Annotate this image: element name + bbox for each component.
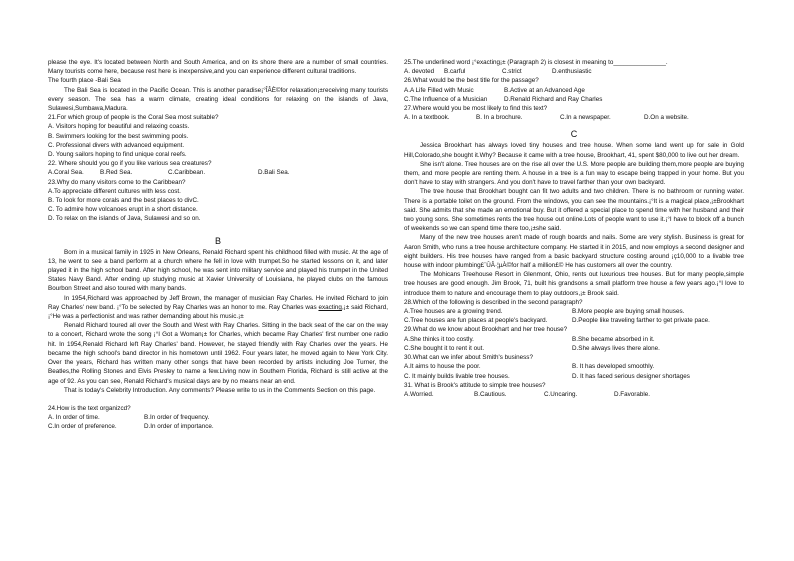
section-b-heading: B [214,235,221,246]
q24-options-row-1 [48,413,388,422]
c-paragraph-1: Jessica Brookhart has always loved tiny houses and tree house. When some land went up for sale in Gold Hill,Colorado,she bought it.Why? Because it came with a tree house, Brookhart, 41, spent $80,000 to live out her dream. [404,142,744,159]
q29-option-a[interactable]: A.She thinks it too costly. [404,335,474,343]
q26-option-b[interactable]: B.Active at an Advanced Age [504,86,585,94]
q25-option-b[interactable]: B.carful [444,68,466,76]
q21-question: 21.For which group of people is the Coral Sea most suitable? [48,114,219,122]
q29-option-c[interactable]: C.She bought it to rent it out. [404,344,485,352]
q23-option-c[interactable]: C. To admire how volcanoes erupt in a short distance. [48,206,198,214]
q25-option-a[interactable]: A. devoted [404,68,435,76]
q31-option-b[interactable]: B.Cautious. [474,390,507,398]
exacting-underlined-word: exacting [318,303,342,311]
q21-option-c[interactable]: C. Professional divers with advanced equipment. [48,141,185,149]
q22-option-a[interactable]: A.Coral Sea. [48,169,84,177]
q24-option-b[interactable]: B.In order of frequency. [144,414,210,422]
q29-question: 29.What do we know about Brookhart and her tree house? [404,326,568,334]
q23-option-b[interactable]: B. To look for more corals and the best places to divC. [48,197,199,205]
q31-options [404,390,744,399]
section-c-heading: C [570,129,578,140]
q27-option-b[interactable]: B. In a brochure. [476,114,523,122]
q24-question: 24.How is the text organizcd? [48,404,131,412]
q22-question: 22. Where should you go if you like various sea creatures? [48,160,212,168]
b-paragraph-3: Renald Richard toured all over the South and West with Ray Charles. Sitting in the back seat of the car on the way to a concert, Richard wrote the song ¡°I Got a Woman¡± for Charles, which became Ray Charles' first number one radio hit. In 1954,Renald Richard left Ray Charles' band. However, he stayed friendly with Ray Charles over the years. He became the high school's band director in his hometown until 1962. Four years later, he moved again to New York City. Over the years, Richard has written many other songs that have been recorded by artists including Joe Turner, the Beatles,the Rolling Stones and Elvis Presley to name a few.Living now in Southern Florida, Richard is still active at the age of 92. As you can see, Renald Richard's musical days are by no means near an end. [48,322,388,385]
q24-option-d[interactable]: D.In order of importance. [144,423,214,431]
q29-options-row-2 [404,344,744,353]
q25-option-d[interactable]: D.enthusiastic [552,68,592,76]
q29-options-row-1 [404,335,744,344]
q29-option-d[interactable]: D.She always lives there alone. [572,344,660,352]
q30-option-c[interactable]: C. It mainly builds livable tree houses. [404,372,510,380]
q28-question: 28.Which of the following is described in the second paragraph? [404,298,583,306]
q26-question: 26.What would be the best title for the passage? [404,77,539,85]
q27-option-a[interactable]: A. In a textbook. [404,114,450,122]
q21-option-b[interactable]: B. Swimmers looking for the best swimming pools. [48,132,189,140]
c-paragraph-4: Many of the new tree houses aren't made of rough boards and nails. Some are very stylish. Business is great for Aaron Smith, who runs a tree house architecture company. He started it in 2015, and now employs a second designer and eight builders. His tree houses have ranged from a basic backyard structure costing around ¡ç10,000 to a livable tree house with indoor plumbing£¨ÛÂ·¦µÀ©for half a million£© He has customers all over the country. [404,234,744,270]
q26-options-row-1 [404,86,744,95]
q21-option-d[interactable]: D. Young sailors hoping to find unique coral reefs. [48,151,187,159]
q23-option-a[interactable]: A.To appreciate different cultures with less cost. [48,187,181,195]
c-paragraph-2: She isn't alone. Tree houses are on the rise all over the U.S. More people are building them,more people are buying them, and more people are renting them. A house in a tree is a fun way to escape being trapped in your home. But you don't have to stay with strangers. And you don't have to travel farther than your own backyard. [404,160,744,187]
q26-option-a[interactable]: A.A Life Filled with Music [404,86,474,94]
intro-paragraph: please the eye. It's located between North and South America, and on its shore there are a number of small countries. Many tourists come here, because rest here is inexpensive,and you can experience different cultural traditions. [48,59,388,76]
q28-option-a[interactable]: A.Tree houses are a growing trend. [404,308,503,316]
q21-option-a[interactable]: A. Visitors hoping for beautiful and relaxing coasts. [48,123,190,131]
right-column [404,58,744,399]
q25-option-c[interactable]: C.strict [502,68,522,76]
q31-option-c[interactable]: C.Uncaring. [544,390,578,398]
q25-question: 25.The underlined word ¡°exacting¡± (Paragraph 2) is closest in meaning to_______________. [404,59,668,66]
q28-option-b[interactable]: B.More people are buying small houses. [572,308,685,316]
q26-options-row-2 [404,95,744,104]
fourth-place-heading: The fourth place -Bali Sea [48,77,121,85]
b-paragraph-2 [48,294,388,322]
q30-options-row-1 [404,362,744,371]
q22-options [48,168,388,177]
q25-options [404,67,744,76]
bali-paragraph: The Bali Sea is located in the Pacific Ocean. This is another paradise¡°ÎÂÈ©for relaxation¡±receiving many tourists every season. The sea has a warm climate, creating ideal conditions for relaxing on the islands of Java, Sulawesi,Sumbawa,Madura. [48,86,388,113]
q26-option-c[interactable]: C.The Influence of a Musician [404,95,488,103]
q27-options [404,113,744,122]
c-paragraph-3: The tree house that Brookhart bought can fit two adults and two children. There is no bathroom or running water. There is a portable toilet on the ground. From the windows, you can see the mountains.¡°It is a magical place,¡±Brookhart said. She admits that she made an emotional buy. But it offered a special place to spend time with her husband and their two young sons. She sometimes rents the tree house out online.Lots of people want to use it.¡°I have to block off a bunch of weekends so we can spend time there too,¡±she said. [404,188,744,233]
left-column [48,58,388,432]
q27-question: 27.Where would you be most likely to find this text? [404,105,548,113]
b-paragraph-2-part-a: In 1954,Richard was approached by Jeff Brown, the manager of musician Ray Charles. He invited Richard to join Ray Charles' new band. ¡°To be selected by Ray Charles was an honor to me. Ray Charles was [48,294,388,311]
q22-option-d[interactable]: D.Bali Sea. [258,169,290,177]
q22-option-b[interactable]: B.Red Sea. [100,169,133,177]
b-paragraph-1: Born in a musical family in 1925 in New Orleans, Renald Richard spent his childhood filled with music. At the age of 13, he went to see a band perform at a church where he fell in love with trumpet.So he started lessons on it, and later played it in the high school band. After high school, he was sent into military service and played his trumpet in the United States Navy Band. After ending up studying music at Xavier University of Louisiana, he played clubs on the famous Bourbon Street and also toured with many bands. [48,248,388,293]
q30-question: 30.What can we infer about Smith's business? [404,354,533,362]
q22-option-c[interactable]: C.Caribbean. [168,169,206,177]
q26-option-d[interactable]: D.Renald Richard and Ray Charles [504,95,603,103]
b-paragraph-2-part-b: ,¡± said Richard, ¡°He was a perfectionist and was rather demanding about his music.¡± [48,303,388,321]
q31-option-a[interactable]: A.Worried. [404,390,434,398]
q28-option-d[interactable]: D.People like traveling farther to get private pace. [572,317,710,325]
q30-options-row-2 [404,372,744,381]
q30-option-d[interactable]: D. It has faced serious designer shortages [572,372,690,380]
c-paragraph-5: The Mohicans Treehouse Resort in Glenmont, Ohio, rents out luxurious tree houses. But for many people,simple tree houses are good enough. Jim Brook, 71, built his grandsons a small platform tree house a few years ago.¡°I love to introduce them to nature and encourage them to play outdoors,¡± Brook said. [404,271,744,297]
q31-option-d[interactable]: D.Favorable. [614,390,651,398]
q28-options-row-2 [404,316,744,325]
q30-option-a[interactable]: A.It aims to house the poor. [404,363,481,371]
q23-question: 23.Why do many visitors come to the Caribbean? [48,178,186,186]
q23-option-d[interactable]: D. To relax on the islands of Java, Sulawesi and so on. [48,215,201,223]
q27-option-c[interactable]: C.In a newspaper. [560,114,611,122]
q28-option-c[interactable]: C.Tree houses are fun places at people's backyard. [404,317,548,325]
q31-question: 31. What is Brook's attitude to simple tree houses? [404,381,546,389]
q24-option-a[interactable]: A. In order of time. [48,414,100,422]
q24-option-c[interactable]: C.In order of preference. [48,423,117,431]
q30-option-b[interactable]: B. It has developed smoothly. [572,363,655,371]
q28-options-row-1 [404,307,744,316]
q24-options-row-2 [48,422,388,431]
q27-option-d[interactable]: D.On a website. [644,114,689,122]
q29-option-b[interactable]: B.She became absorbed in it. [572,335,655,343]
b-paragraph-4: That is today's Celebrity Introduction. Any comments? Please write to us in the Comments Section on this page. [64,386,376,394]
